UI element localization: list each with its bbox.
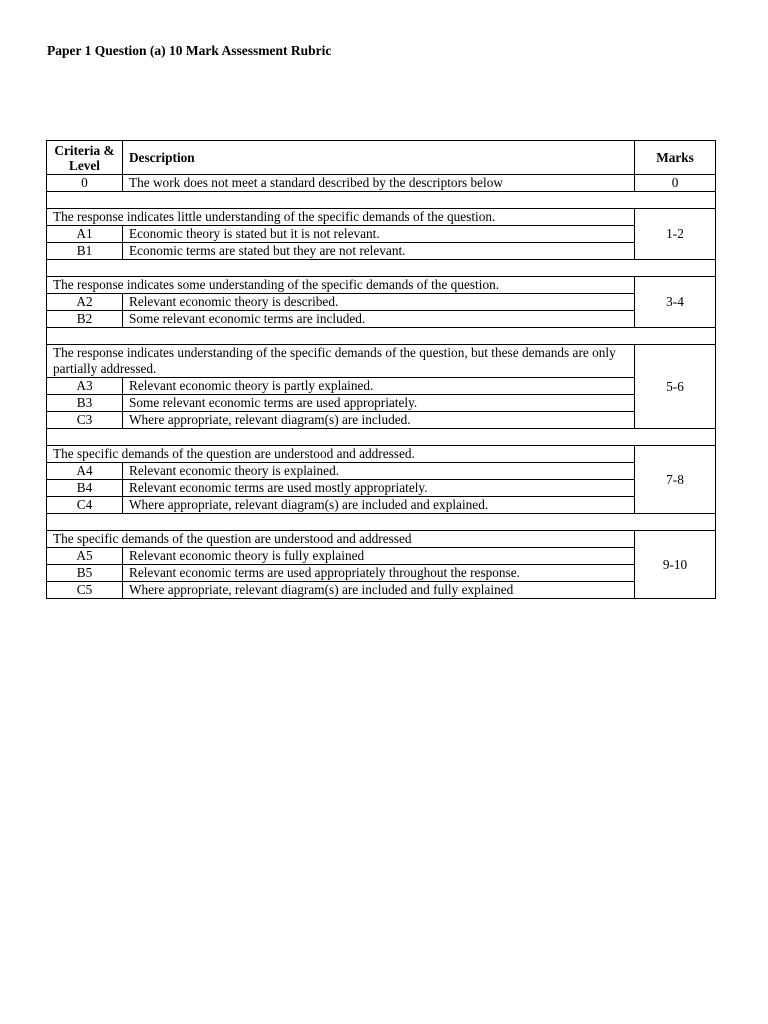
band-statement: The response indicates little understanding of the specific demands of the question. — [47, 209, 635, 226]
criterion-level: C5 — [47, 582, 123, 599]
band-statement: The specific demands of the question are understood and addressed. — [47, 446, 635, 463]
band-spacer-row — [47, 192, 716, 209]
rubric-table-body — [47, 141, 716, 599]
band-statement: The response indicates some understanding of the specific demands of the question. — [47, 277, 635, 294]
criterion-description: Economic terms are stated but they are not relevant. — [122, 243, 634, 260]
criterion-level: A3 — [47, 378, 123, 395]
zero-row-level: 0 — [47, 175, 123, 192]
spacer-cell — [47, 429, 716, 446]
criterion-level: C4 — [47, 497, 123, 514]
criterion-level: C3 — [47, 412, 123, 429]
criterion-row — [47, 412, 716, 429]
zero-row-description: The work does not meet a standard described by the descriptors below — [122, 175, 634, 192]
band-statement: The response indicates understanding of the specific demands of the question, but these demands are only partially addressed. — [47, 345, 635, 378]
criterion-description: Some relevant economic terms are included. — [122, 311, 634, 328]
criterion-level: B4 — [47, 480, 123, 497]
criterion-description: Relevant economic terms are used appropriately throughout the response. — [122, 565, 634, 582]
criterion-level: B2 — [47, 311, 123, 328]
criterion-row — [47, 378, 716, 395]
band-marks: 9-10 — [635, 531, 716, 599]
criterion-row — [47, 548, 716, 565]
criterion-row — [47, 294, 716, 311]
spacer-cell — [47, 514, 716, 531]
band-statement-row — [47, 531, 716, 548]
criterion-row — [47, 463, 716, 480]
criterion-row — [47, 311, 716, 328]
band-statement-row — [47, 446, 716, 463]
criterion-description: Where appropriate, relevant diagram(s) are included and explained. — [122, 497, 634, 514]
criterion-level: A1 — [47, 226, 123, 243]
criterion-level: B1 — [47, 243, 123, 260]
band-spacer-row — [47, 429, 716, 446]
criterion-description: Where appropriate, relevant diagram(s) are included. — [122, 412, 634, 429]
criterion-level: A5 — [47, 548, 123, 565]
band-spacer-row — [47, 328, 716, 345]
band-marks: 7-8 — [635, 446, 716, 514]
criterion-description: Relevant economic terms are used mostly appropriately. — [122, 480, 634, 497]
criterion-description: Where appropriate, relevant diagram(s) are included and fully explained — [122, 582, 634, 599]
band-spacer-row — [47, 514, 716, 531]
band-statement-row — [47, 345, 716, 378]
criterion-level: B5 — [47, 565, 123, 582]
criterion-level: A4 — [47, 463, 123, 480]
criterion-description: Economic theory is stated but it is not relevant. — [122, 226, 634, 243]
table-header-row — [47, 141, 716, 175]
zero-row — [47, 175, 716, 192]
header-marks: Marks — [635, 141, 716, 175]
document-title: Paper 1 Question (a) 10 Mark Assessment Rubric — [47, 43, 332, 58]
band-spacer-row — [47, 260, 716, 277]
header-description: Description — [122, 141, 634, 175]
criterion-row — [47, 243, 716, 260]
band-statement-row — [47, 277, 716, 294]
criterion-description: Relevant economic theory is partly explained. — [122, 378, 634, 395]
spacer-cell — [47, 260, 716, 277]
criterion-level: A2 — [47, 294, 123, 311]
spacer-cell — [47, 328, 716, 345]
criterion-description: Relevant economic theory is fully explained — [122, 548, 634, 565]
rubric-table — [46, 140, 716, 599]
criterion-row — [47, 565, 716, 582]
band-statement-row — [47, 209, 716, 226]
band-marks: 3-4 — [635, 277, 716, 328]
header-criteria-level: Criteria & Level — [47, 141, 123, 175]
band-marks: 5-6 — [635, 345, 716, 429]
band-marks: 1-2 — [635, 209, 716, 260]
zero-row-marks: 0 — [635, 175, 716, 192]
criterion-description: Relevant economic theory is explained. — [122, 463, 634, 480]
spacer-cell — [47, 192, 716, 209]
criterion-row — [47, 395, 716, 412]
criterion-row — [47, 582, 716, 599]
criterion-row — [47, 480, 716, 497]
criterion-description: Relevant economic theory is described. — [122, 294, 634, 311]
criterion-row — [47, 226, 716, 243]
band-statement: The specific demands of the question are understood and addressed — [47, 531, 635, 548]
criterion-level: B3 — [47, 395, 123, 412]
criterion-row — [47, 497, 716, 514]
criterion-description: Some relevant economic terms are used appropriately. — [122, 395, 634, 412]
